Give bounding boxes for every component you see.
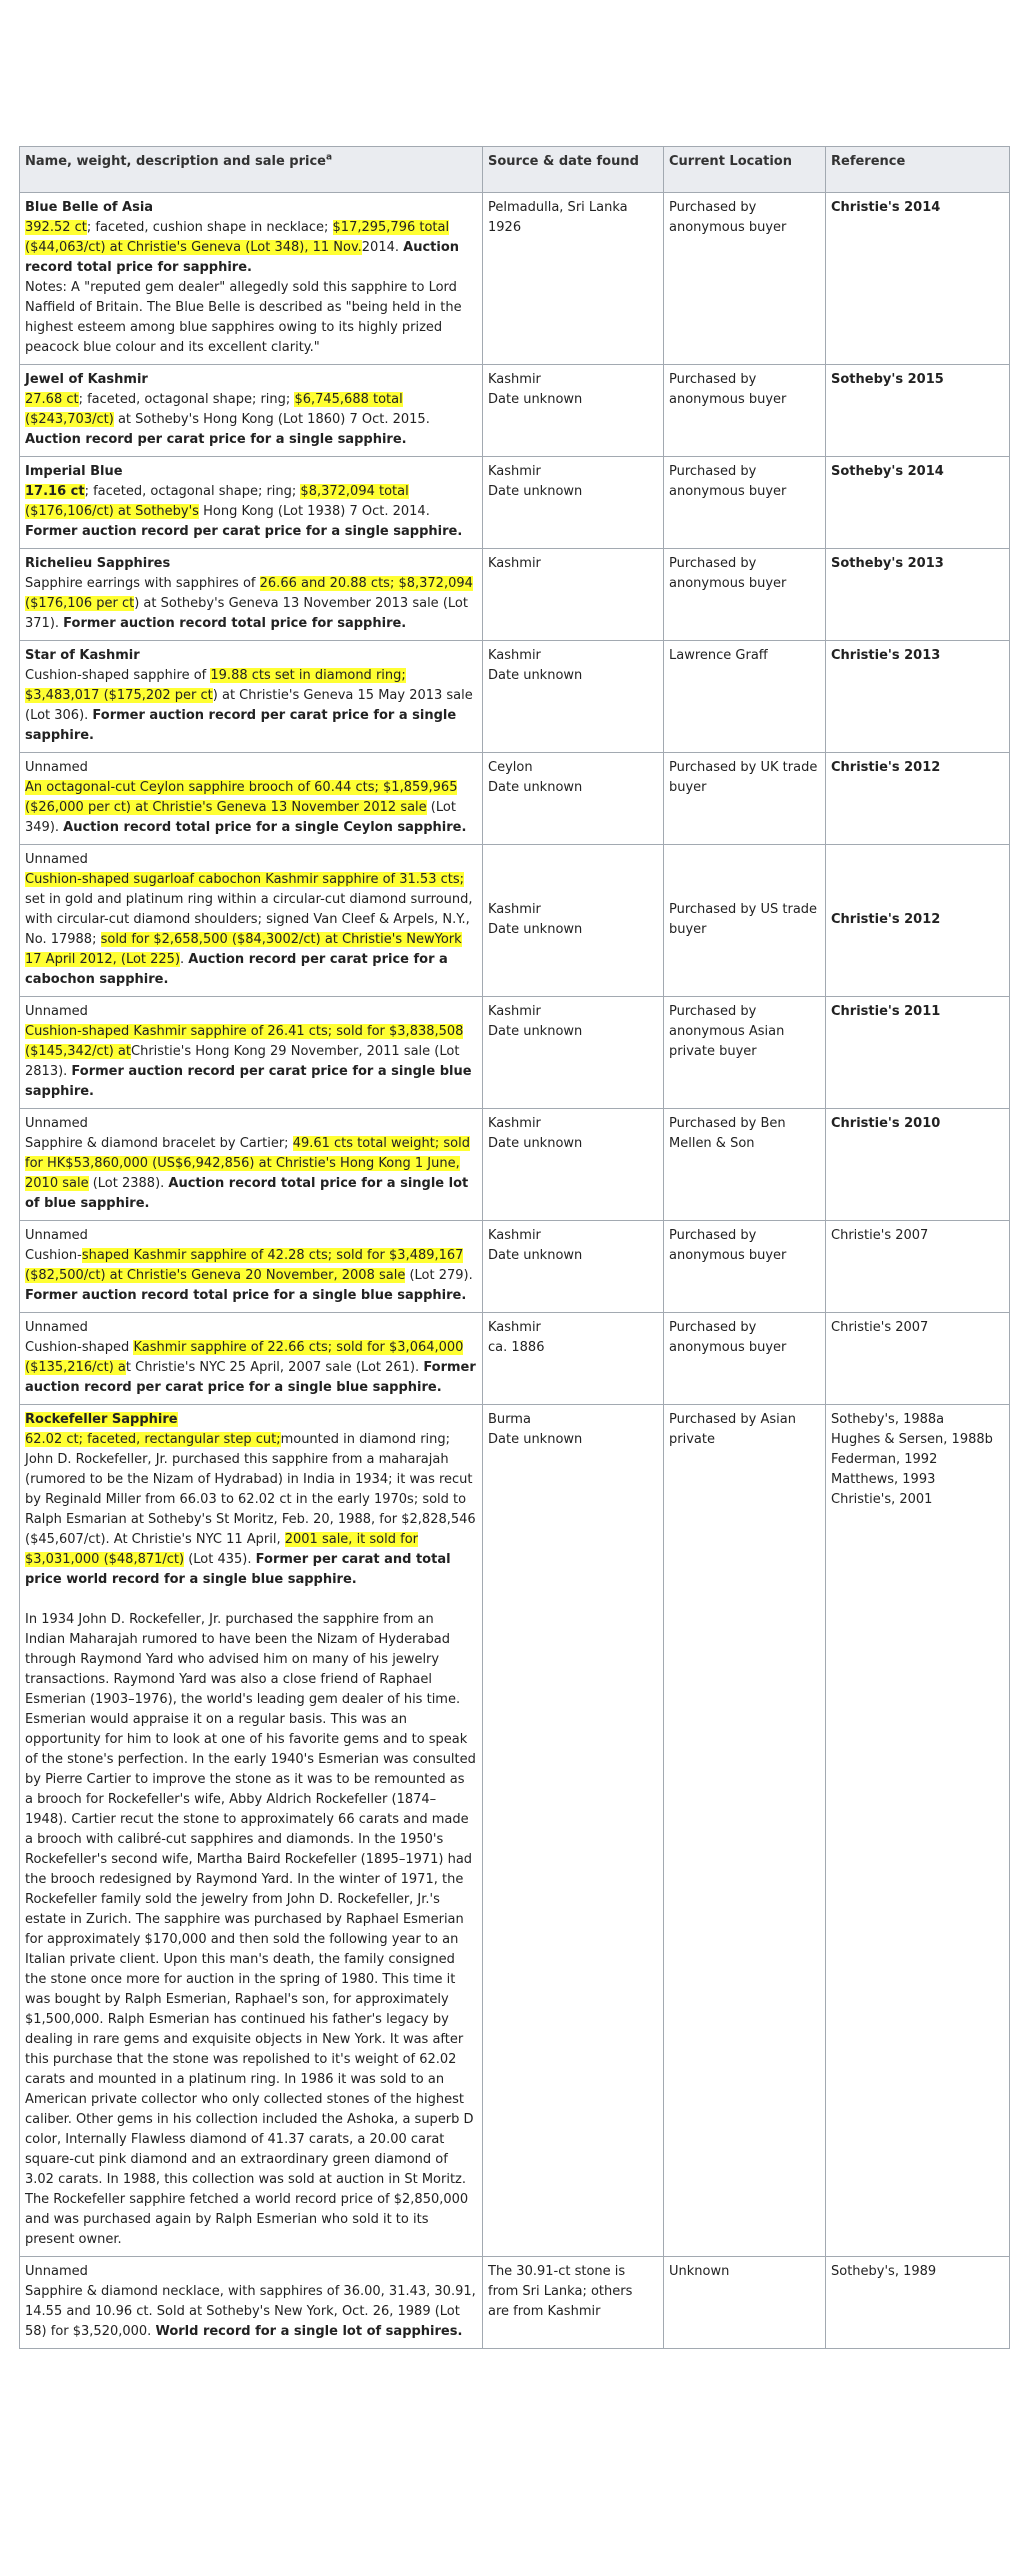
reference-link[interactable]: Federman, 1992 (831, 1452, 938, 1467)
record-note: Former auction record per carat price for a single blue sapphire. (25, 1064, 472, 1099)
row-name: Unnamed (25, 2264, 88, 2279)
row-description (20, 1405, 483, 2257)
row-source (483, 1109, 664, 1221)
row-location: Purchased by US trade buyer (664, 845, 826, 997)
row-location: Purchased by Asian private (664, 1405, 826, 2257)
source-date: ca. 1886 (488, 1340, 545, 1355)
row-source (483, 845, 664, 997)
source-date: Date unknown (488, 484, 583, 499)
header-location: Current Location (664, 147, 826, 193)
text: Sapphire earrings with sapphires of (25, 576, 260, 591)
row-location: Purchased by anonymous buyer (664, 365, 826, 457)
table-row (20, 997, 1010, 1109)
source-date: Date unknown (488, 1248, 583, 1263)
text: ; faceted, octagonal shape; ring; (78, 392, 295, 407)
reference-link[interactable]: Christie's, 2001 (831, 1492, 933, 1507)
row-source (483, 753, 664, 845)
row-location: Purchased by anonymous buyer (664, 193, 826, 365)
source-date: Date unknown (488, 1024, 583, 1039)
text: Hong Kong (Lot 1938) 7 Oct. 2014. (198, 504, 430, 519)
row-description (20, 457, 483, 549)
row-description (20, 641, 483, 753)
table-row (20, 549, 1010, 641)
row-source (483, 1313, 664, 1405)
text: Sapphire & diamond necklace, with sapphires of 36.00, 31.43, 30.91, 14.55 and 10.96 ct. Sold at Sotheby's New York, Oct. 26, 1989 (Lot 58) for $3,520,000. (25, 2284, 476, 2339)
row-name: Unnamed (25, 1004, 88, 1019)
record-note: Auction record per carat price for a cabochon sapphire. (25, 952, 448, 987)
row-description (20, 997, 483, 1109)
source-date: Date unknown (488, 780, 583, 795)
row-location: Unknown (664, 2257, 826, 2349)
highlight: An octagonal-cut Ceylon sapphire brooch of 60.44 cts; $1,859,965 ($26,000 per ct) at Christie's Geneva 13 November 2012 sale (25, 780, 458, 815)
table-row (20, 1405, 1010, 2257)
row-location: Purchased by anonymous buyer (664, 1313, 826, 1405)
row-description (20, 845, 483, 997)
source-place: Burma (488, 1412, 531, 1427)
row-description (20, 365, 483, 457)
record-note: Former auction record per carat price for a single blue sapphire. (25, 1360, 476, 1395)
row-location: Lawrence Graff (664, 641, 826, 753)
row-source (483, 1221, 664, 1313)
table-header-row (20, 147, 1010, 193)
record-note: Former auction record total price for sapphire. (63, 616, 407, 631)
reference-link[interactable]: Hughes & Sersen, 1988b (831, 1432, 993, 1447)
footnote-a-link[interactable]: a (326, 152, 333, 163)
highlight: sold for $2,658,500 ($84,3002/ct) at Christie's NewYork 17 April 2012, (Lot 225) (25, 932, 462, 967)
highlight: 26.66 and 20.88 cts; $8,372,094 ($176,106 per ct (25, 576, 473, 611)
row-source (483, 457, 664, 549)
row-source (483, 641, 664, 753)
record-note: Auction record total price for sapphire. (25, 240, 460, 275)
row-name: Unnamed (25, 852, 88, 867)
row-name: Imperial Blue (25, 464, 123, 479)
record-note: Auction record total price for a single lot of blue sapphire. (25, 1176, 469, 1211)
row-reference[interactable]: Christie's 2012 (826, 845, 1010, 997)
row-name: Unnamed (25, 760, 88, 775)
source-place: Kashmir (488, 1320, 541, 1335)
highlight: $6,745,688 total ($243,703/ct) (25, 392, 403, 427)
row-reference[interactable]: Christie's 2007 (826, 1221, 1010, 1313)
highlight: 392.52 ct (25, 220, 87, 235)
history-text: In 1934 John D. Rockefeller, Jr. purchased the sapphire from an Indian Maharajah rumored to have been the Nizam of Hyderabad through Raymond Yard who advised him on many of his jewelry transactions. Raymond Yard was also a close friend of Raphael Esmerian (1903–1976), the world's leading gem dealer of his time. Esmerian would appraise it on a regular basis. This was an opportunity for him to look at one of his favorite gems and to speak of the stone's perfection. In the early 1940's Esmerian was consulted by Pierre Cartier to improve the stone as it was to be remounted as a brooch for Rockefeller's wife, Abby Aldrich Rockefeller (1874–1948). Cartier recut the stone to approximately 66 carats and made a brooch with calibré-cut sapphires and diamonds. In the 1950's Rockefeller's second wife, Martha Baird Rockefeller (1895–1971) had the brooch redesigned by Raymond Yard. In the winter of 1971, the Rockefeller family sold the jewelry from John D. Rockefeller, Jr.'s estate in Zurich. The sapphire was purchased by Raphael Esmerian for approximately $170,000 and then sold the following year to an Italian private client. Upon this man's death, the family consigned the stone once more for auction in the spring of 1980. This time it was bought by Ralph Esmerian, Raphael's son, for approximately $1,500,000. Ralph Esmerian has continued his father's legacy by dealing in rare gems and exquisite objects in New York. It was after this purchase that the stone was repolished to it's weight of 62.02 carats and mounted in a platinum ring. In 1986 it was sold to an American private collector who only collected stones of the highest caliber. Other gems in his collection included the Ashoka, a superb D color, Internally Flawless diamond of 41.37 carats, a 20.00 carat square-cut pink diamond and an extraordinary green diamond of 3.02 carats. In 1988, this collection was sold at auction in St Moritz. The Rockefeller sapphire fetched a world record price of $2,850,000 and was purchased again by Ralph Esmerian who sold it to its present owner. (25, 1612, 476, 2247)
row-reference[interactable]: Christie's 2011 (826, 997, 1010, 1109)
row-source: Kashmir (483, 549, 664, 641)
text: t Christie's NYC 25 April, 2007 sale (Lot 261). (125, 1360, 424, 1375)
text: 2014. (361, 240, 404, 255)
row-location: Purchased by anonymous buyer (664, 457, 826, 549)
row-reference[interactable]: Christie's 2013 (826, 641, 1010, 753)
text: (Lot 349). (25, 800, 456, 835)
record-note: Former auction record per carat price for a single sapphire. (25, 708, 457, 743)
row-location: Purchased by anonymous buyer (664, 1221, 826, 1313)
row-name: Blue Belle of Asia (25, 200, 154, 215)
highlight: $17,295,796 total ($44,063/ct) at Christie's Geneva (Lot 348), 11 Nov. (25, 220, 450, 255)
row-reference[interactable]: Christie's 2007 (826, 1313, 1010, 1405)
row-name: Unnamed (25, 1116, 88, 1131)
row-name: Unnamed (25, 1228, 88, 1243)
highlight: 2001 sale, it sold for $3,031,000 ($48,871/ct) (25, 1532, 419, 1567)
source-place: Kashmir (488, 1004, 541, 1019)
source-place: Ceylon (488, 760, 533, 775)
highlight: 17.16 ct (25, 484, 85, 499)
table-row (20, 365, 1010, 457)
highlight: Cushion-shaped sugarloaf cabochon Kashmir sapphire of 31.53 cts; (25, 872, 465, 887)
row-source: Pelmadulla, Sri Lanka 1926 (483, 193, 664, 365)
source-place: Kashmir (488, 902, 541, 917)
table-row (20, 641, 1010, 753)
highlight: Cushion-shaped Kashmir sapphire of 26.41 cts; sold for $3,838,508 ($145,342/ct) at (25, 1024, 464, 1059)
highlight: 49.61 cts total weight; sold for HK$53,860,000 (US$6,942,856) at Christie's Hong Kong 1 June, 2010 sale (25, 1136, 470, 1191)
row-location: Purchased by anonymous Asian private buyer (664, 997, 826, 1109)
table-row (20, 2257, 1010, 2349)
record-note: Auction record per carat price for a single sapphire. (25, 432, 407, 447)
record-note: Former auction record total price for a single blue sapphire. (25, 1288, 467, 1303)
header-description: Name, weight, description and sale price$^a$ (20, 147, 483, 193)
sapphire-records-table-wrapper (19, 146, 1009, 2349)
text: set in gold and platinum ring within a circular-cut diamond surround, with circular-cut diamond shoulders; signed Van Cleef & Arpels, N.Y., No. 17988; (25, 892, 473, 947)
text: mounted in diamond ring; John D. Rockefeller, Jr. purchased this sapphire from a maharajah (rumored to be the Nizam of Hydrabad) in India in 1934; it was recut by Reginald Miller from 66.03 to 62.02 ct in the early 1970s; sold to Ralph Esmarian at Sotheby's St Moritz, Feb. 20, 1988, for $2,828,546 ($45,607/ct). At Christie's NYC 11 April, (25, 1432, 476, 1547)
text: ) at Sotheby's Geneva 13 November 2013 sale (Lot 371). (25, 596, 468, 631)
highlight: $8,372,094 total ($176,106/ct) at Sotheby's (25, 484, 409, 519)
row-description (20, 549, 483, 641)
row-reference[interactable]: Christie's 2012 (826, 753, 1010, 845)
notes-text: Notes: A "reputed gem dealer" allegedly sold this sapphire to Lord Naffield of Britain. The Blue Belle is described as "being held in the highest esteem among blue sapphires owing to its highly prized peacock blue colour and its excellent clarity." (25, 280, 462, 355)
row-description (20, 1313, 483, 1405)
record-note: Former per carat and total price world record for a single blue sapphire. (25, 1552, 451, 1587)
row-reference[interactable]: Sotheby's 2013 (826, 549, 1010, 641)
source-place: Kashmir (488, 648, 541, 663)
text: ; faceted, octagonal shape; ring; (84, 484, 301, 499)
source-date: Date unknown (488, 392, 583, 407)
text: (Lot 435). (184, 1552, 256, 1567)
table-row (20, 1221, 1010, 1313)
source-place: Kashmir (488, 1116, 541, 1131)
sapphire-records-table (19, 146, 1010, 2349)
record-note: Former auction record per carat price for a single sapphire. (25, 524, 463, 539)
header-reference: Reference (826, 147, 1010, 193)
reference-link[interactable]: Matthews, 1993 (831, 1472, 936, 1487)
source-date: Date unknown (488, 668, 583, 683)
row-location: Purchased by Ben Mellen & Son (664, 1109, 826, 1221)
row-source (483, 1405, 664, 2257)
highlight: 19.88 cts set in diamond ring; $3,483,017 ($175,202 per ct (25, 668, 406, 703)
table-row (20, 1109, 1010, 1221)
row-name: Star of Kashmir (25, 648, 140, 663)
highlight: 62.02 ct; faceted, rectangular step cut; (25, 1432, 281, 1447)
row-description (20, 1109, 483, 1221)
highlight: Kashmir sapphire of 22.66 cts; sold for $3,064,000 ($135,216/ct) a (25, 1340, 464, 1375)
table-row (20, 753, 1010, 845)
row-source (483, 365, 664, 457)
row-reference[interactable]: Sotheby's 2014 (826, 457, 1010, 549)
highlight: 27.68 ct (25, 392, 79, 407)
record-note: Auction record total price for a single Ceylon sapphire. (63, 820, 467, 835)
row-name: Unnamed (25, 1320, 88, 1335)
source-place: Kashmir (488, 464, 541, 479)
row-description (20, 193, 483, 365)
row-description (20, 1221, 483, 1313)
text: Cushion- (25, 1248, 82, 1263)
table-row (20, 457, 1010, 549)
row-description (20, 753, 483, 845)
text: (Lot 279). (405, 1268, 473, 1283)
text: Cushion-shaped sapphire of (25, 668, 211, 683)
row-location: Purchased by anonymous buyer (664, 549, 826, 641)
row-reference[interactable]: Sotheby's, 1989 (826, 2257, 1010, 2349)
table-row (20, 1313, 1010, 1405)
highlight: shaped Kashmir sapphire of 42.28 cts; sold for $3,489,167 ($82,500/ct) at Christie's Geneva 20 November, 2008 sale (25, 1248, 464, 1283)
row-description (20, 2257, 483, 2349)
row-reference[interactable]: Sotheby's 2015 (826, 365, 1010, 457)
reference-link[interactable]: Sotheby's, 1988a (831, 1412, 945, 1427)
text: . (180, 952, 189, 967)
source-date: Date unknown (488, 1136, 583, 1151)
table-row (20, 193, 1010, 365)
table-row (20, 845, 1010, 997)
source-date: Date unknown (488, 1432, 583, 1447)
row-reference[interactable]: Christie's 2010 (826, 1109, 1010, 1221)
text: Cushion-shaped (25, 1340, 134, 1355)
text: ; faceted, cushion shape in necklace; (86, 220, 333, 235)
text: (Lot 2388). (88, 1176, 169, 1191)
record-note: World record for a single lot of sapphires. (155, 2324, 463, 2339)
row-name: Rockefeller Sapphire (25, 1412, 178, 1427)
text: ) at Christie's Geneva 15 May 2013 sale (Lot 306). (25, 688, 473, 723)
text: Sapphire & diamond bracelet by Cartier; (25, 1136, 293, 1151)
row-name: Jewel of Kashmir (25, 372, 148, 387)
row-name: Richelieu Sapphires (25, 556, 171, 571)
row-source (483, 997, 664, 1109)
row-location: Purchased by UK trade buyer (664, 753, 826, 845)
source-date: Date unknown (488, 922, 583, 937)
row-reference[interactable]: Christie's 2014 (826, 193, 1010, 365)
header-source: Source & date found (483, 147, 664, 193)
text: Christie's Hong Kong 29 November, 2011 sale (Lot 2813). (25, 1044, 460, 1079)
source-place: Kashmir (488, 372, 541, 387)
source-place: Kashmir (488, 1228, 541, 1243)
row-reference (826, 1405, 1010, 2257)
row-source: The 30.91-ct stone is from Sri Lanka; others are from Kashmir (483, 2257, 664, 2349)
text: at Sotheby's Hong Kong (Lot 1860) 7 Oct. 2015. (113, 412, 430, 427)
